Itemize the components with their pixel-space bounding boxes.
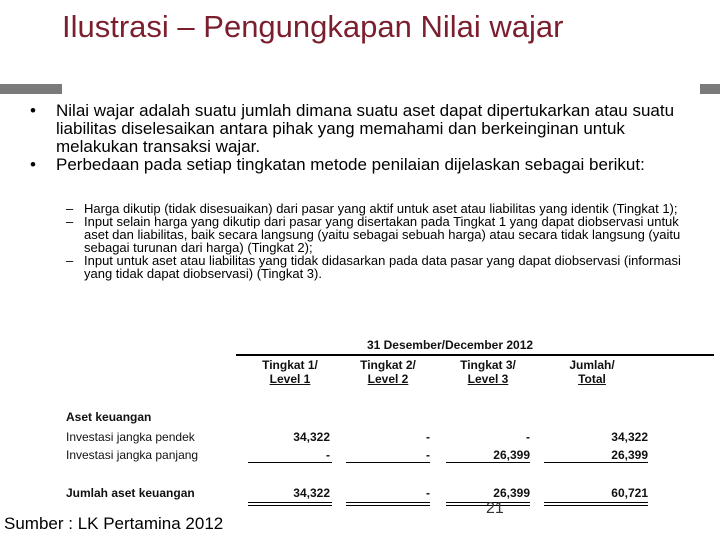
accent-bar-left [0, 84, 62, 94]
column-header-line2: Level 3 [467, 372, 509, 386]
column-header-total [552, 358, 632, 386]
subtotal-rule [248, 462, 332, 463]
sub-bullet-text: Input untuk aset atau liabilitas yang tidak didasarkan pada data pasar yang dapat diobservasi (informasi yang tidak dapat diobservasi) (Tingkat 3). [84, 253, 681, 281]
column-header-line2: Level 2 [367, 372, 409, 386]
table-cell: - [426, 430, 430, 444]
total-cell: - [426, 486, 430, 500]
total-double-rule [346, 502, 430, 506]
fair-value-table [66, 338, 660, 508]
page-number: 21 [486, 500, 504, 517]
table-cell: - [326, 448, 330, 462]
slide-title: Ilustrasi – Pengungkapan Nilai wajar [62, 9, 564, 44]
sub-bullet-list [66, 202, 696, 280]
sub-bullet-marker: – [66, 253, 74, 268]
total-double-rule [248, 502, 332, 506]
table-cell: 26,399 [611, 448, 648, 462]
bullet-text: Perbedaan pada setiap tingkatan metode penilaian dijelaskan sebagai berikut: [56, 155, 645, 174]
total-label: Jumlah aset keuangan [66, 486, 195, 500]
table-cell: 34,322 [293, 430, 330, 444]
table-period-header: 31 Desember/December 2012 [366, 338, 534, 352]
table-cell: 34,322 [611, 430, 648, 444]
row-label: Investasi jangka panjang [66, 448, 199, 462]
bullet-marker: • [30, 155, 36, 174]
column-header-line1: Jumlah/ [569, 358, 615, 372]
sub-bullet-item [66, 254, 696, 280]
row-label: Investasi jangka pendek [66, 430, 195, 444]
total-cell: 34,322 [293, 486, 330, 500]
table-header-rule [236, 354, 714, 356]
sub-bullet-marker: – [66, 201, 74, 216]
column-header-level2 [348, 358, 428, 386]
bullet-marker: • [30, 101, 36, 120]
total-cell: 60,721 [611, 486, 648, 500]
sub-bullet-text: Harga dikutip (tidak disesuaikan) dari pasar yang aktif untuk aset atau liabilitas yang identik (Tingkat 1); [84, 201, 678, 216]
subtotal-rule [544, 462, 648, 463]
table-cell: 26,399 [493, 448, 530, 462]
total-double-rule [544, 502, 648, 506]
subtotal-rule [346, 462, 430, 463]
column-header-level1 [250, 358, 330, 386]
section-label: Aset keuangan [66, 410, 152, 424]
column-header-level3 [448, 358, 528, 386]
column-header-line1: Tingkat 3/ [460, 358, 516, 372]
column-header-line2: Total [578, 372, 606, 386]
sub-bullet-item [66, 215, 696, 254]
bullet-item [30, 156, 700, 174]
bullet-text: Nilai wajar adalah suatu jumlah dimana suatu aset dapat dipertukarkan atau suatu liabilitas diselesaikan antara pihak yang memahami dan berkeinginan untuk melakukan transaksi wajar. [56, 101, 675, 156]
column-header-line2: Level 1 [269, 372, 311, 386]
subtotal-rule [446, 462, 530, 463]
sub-bullet-marker: – [66, 214, 74, 229]
table-cell: - [526, 430, 530, 444]
accent-bar-right [700, 84, 720, 94]
table-cell: - [426, 448, 430, 462]
bullet-list [30, 102, 700, 174]
sub-bullet-text: Input selain harga yang dikutip dari pasar yang disertakan pada Tingkat 1 yang dapat diobservasi untuk aset dan liabilitas, baik secara langsung (yaitu sebagai sebuah harga) atau secara tidak langsung (yaitu sebagai turunan dari harga) (Tingkat 2); [84, 214, 681, 255]
column-header-line1: Tingkat 2/ [360, 358, 416, 372]
total-cell: 26,399 [493, 486, 530, 500]
column-header-line1: Tingkat 1/ [262, 358, 318, 372]
bullet-item [30, 102, 700, 156]
source-note: Sumber : LK Pertamina 2012 [4, 514, 224, 533]
